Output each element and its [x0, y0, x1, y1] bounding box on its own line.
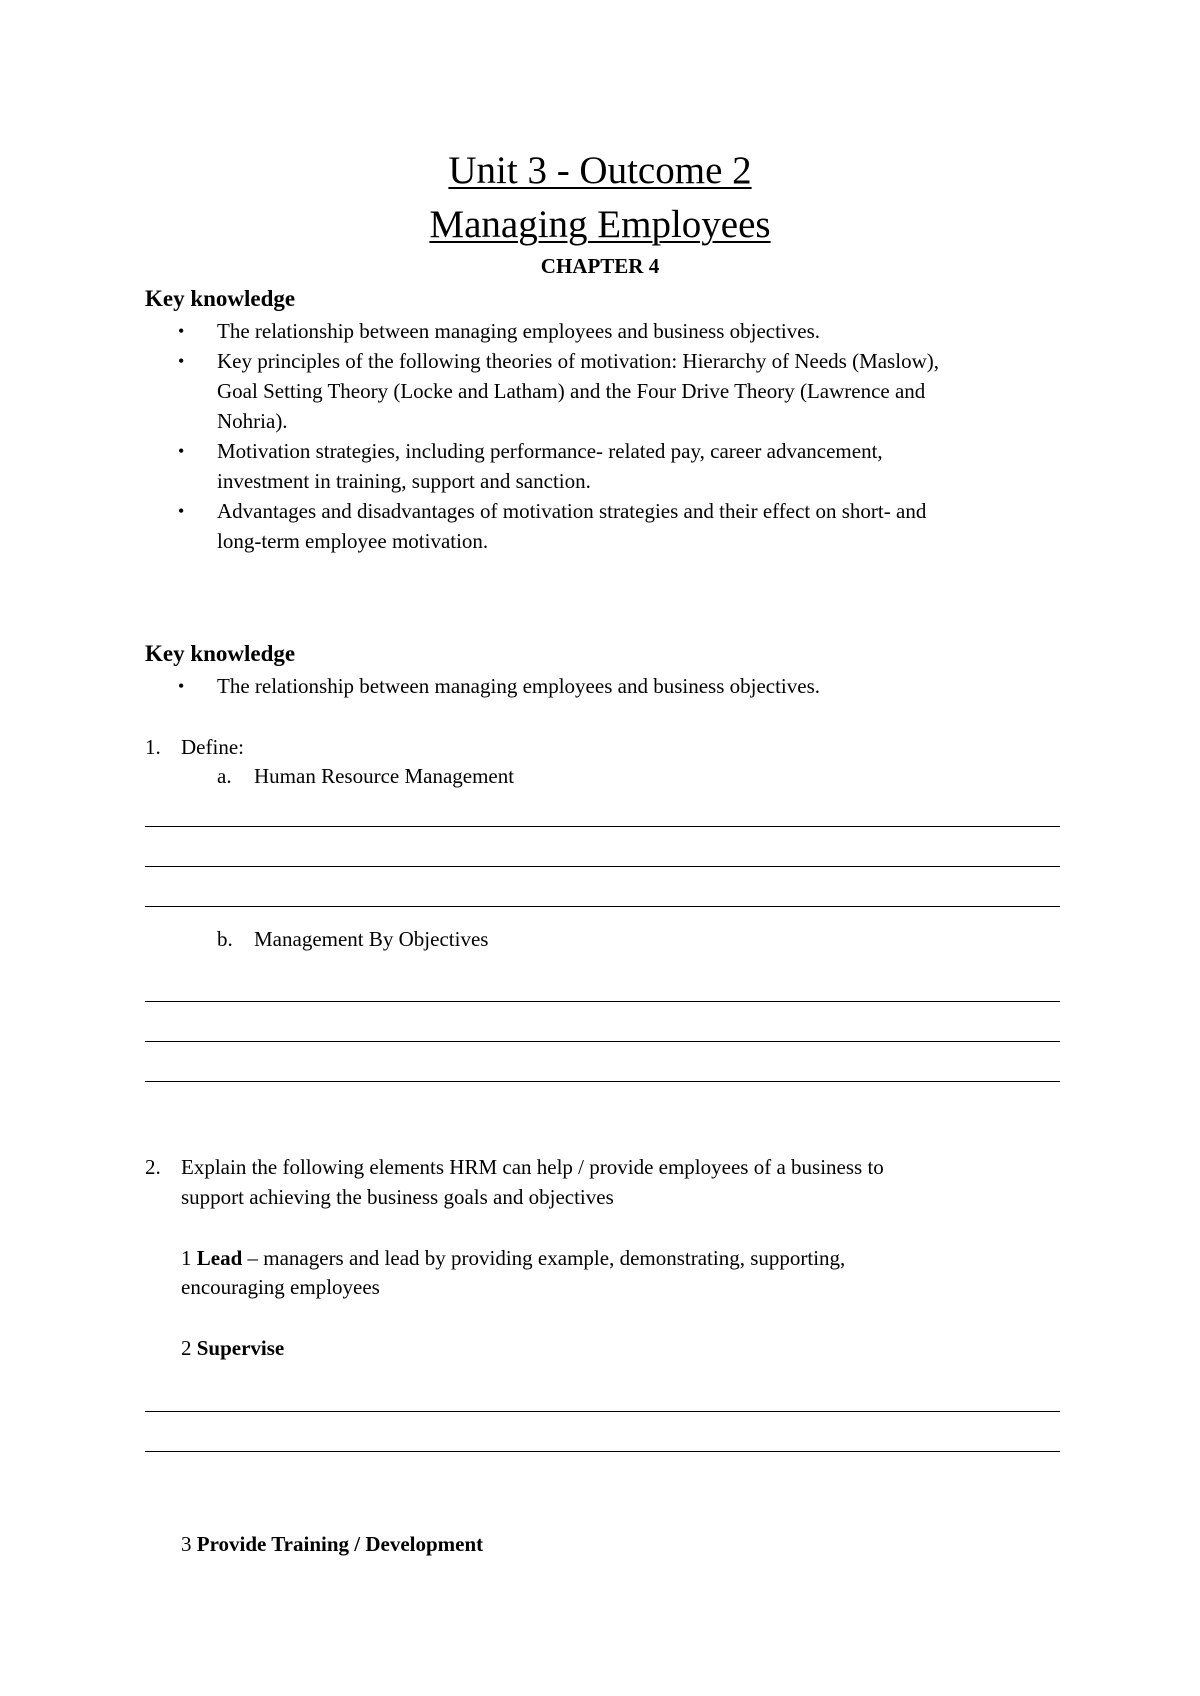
subquestion-text: Human Resource Management: [254, 764, 515, 788]
question-text: Define:: [181, 735, 244, 759]
bullet-text: Goal Setting Theory (Locke and Latham) and the Four Drive Theory (Lawrence and: [217, 379, 926, 403]
bullet-glyph: •: [178, 441, 185, 461]
element-number: 1: [181, 1246, 192, 1270]
element-number: 3: [181, 1532, 192, 1556]
bullet-glyph: •: [178, 501, 185, 521]
answer-line[interactable]: [145, 826, 1060, 827]
page-subtitle: Managing Employees: [429, 203, 771, 246]
subquestion-label: a.: [217, 764, 232, 788]
element-item-training: [181, 1529, 483, 1559]
answer-line[interactable]: [145, 1001, 1060, 1002]
element-title: Provide Training / Development: [196, 1532, 484, 1556]
element-item-lead: [181, 1243, 845, 1273]
chapter-label: CHAPTER 4: [540, 254, 660, 278]
question-text: support achieving the business goals and objectives: [181, 1185, 614, 1209]
section-heading: Key knowledge: [145, 286, 296, 311]
bullet-text: The relationship between managing employees and business objectives.: [217, 674, 821, 698]
bullet-glyph: •: [178, 321, 185, 341]
element-description: – managers and lead by providing example, demonstrating, supporting,: [242, 1246, 846, 1270]
question-number: 1.: [145, 735, 161, 759]
bullet-text: investment in training, support and sanction.: [217, 469, 591, 493]
answer-line[interactable]: [145, 1041, 1060, 1042]
page-title: Unit 3 - Outcome 2: [448, 149, 752, 192]
answer-line[interactable]: [145, 1411, 1060, 1412]
answer-line[interactable]: [145, 866, 1060, 867]
bullet-text: Key principles of the following theories of motivation: Hierarchy of Needs (Maslow),: [217, 349, 939, 373]
subquestion-text: Management By Objectives: [254, 927, 489, 951]
element-title: Supervise: [196, 1336, 285, 1360]
answer-line[interactable]: [145, 1451, 1060, 1452]
answer-line[interactable]: [145, 906, 1060, 907]
bullet-text: long-term employee motivation.: [217, 529, 489, 553]
bullet-text: The relationship between managing employees and business objectives.: [217, 319, 821, 343]
bullet-glyph: •: [178, 676, 185, 696]
answer-line[interactable]: [145, 1081, 1060, 1082]
question-text: Explain the following elements HRM can help / provide employees of a business to: [181, 1155, 884, 1179]
element-number: 2: [181, 1336, 192, 1360]
question-number: 2.: [145, 1155, 161, 1179]
bullet-glyph: •: [178, 351, 185, 371]
element-item-supervise: [181, 1333, 284, 1363]
subquestion-label: b.: [217, 927, 233, 951]
element-title: Lead: [196, 1246, 243, 1270]
element-description: encouraging employees: [181, 1275, 380, 1299]
bullet-text: Motivation strategies, including performance- related pay, career advancement,: [217, 439, 883, 463]
section-heading: Key knowledge: [145, 641, 296, 666]
bullet-text: Nohria).: [217, 409, 288, 433]
bullet-text: Advantages and disadvantages of motivation strategies and their effect on short- and: [217, 499, 927, 523]
